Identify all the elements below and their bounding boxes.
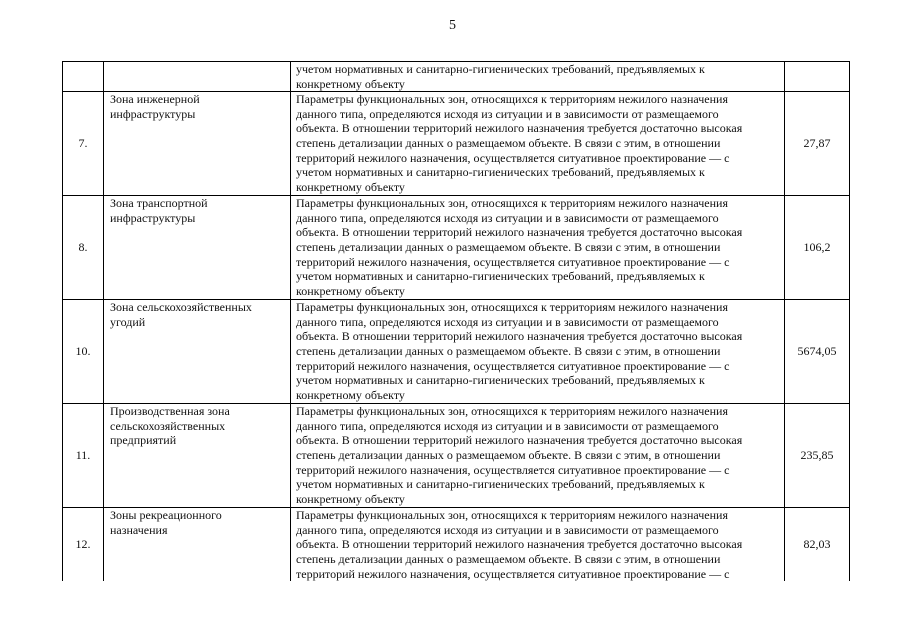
zone-description <box>291 300 785 404</box>
zone-area: 27,87 <box>785 92 850 196</box>
description-line: Параметры функциональных зон, относящихся к территориям нежилого назначения <box>296 300 728 315</box>
description-line: конкретному объекту <box>296 283 405 298</box>
description-line: объекта. В отношении территорий нежилого назначения требуется достаточно высокая <box>296 329 743 344</box>
table-row <box>63 196 850 300</box>
zone-description <box>291 196 785 300</box>
description-line: учетом нормативных и санитарно-гигиенических требований, предъявляемых к <box>296 165 705 180</box>
table-row <box>63 92 850 196</box>
description-line: данного типа, определяются исходя из ситуации и в зависимости от размещаемого <box>296 522 719 537</box>
zone-name <box>104 92 291 196</box>
description-line: конкретному объекту <box>296 387 405 402</box>
description-line: учетом нормативных и санитарно-гигиенических требований, предъявляемых к <box>296 269 705 284</box>
description-line: объекта. В отношении территорий нежилого назначения требуется достаточно высокая <box>296 537 743 552</box>
zone-area: 5674,05 <box>785 300 850 404</box>
zone-name <box>104 404 291 508</box>
zone-name-cell <box>104 62 291 92</box>
zone-name-line: сельскохозяйственных <box>110 418 226 433</box>
description-line: степень детализации данных о размещаемом объекте. В связи с этим, в отношении <box>296 343 721 358</box>
zone-description <box>291 92 785 196</box>
zone-name <box>104 300 291 404</box>
zone-name-line: Зоны рекреационного <box>110 508 222 523</box>
zone-name-line: назначения <box>110 522 168 537</box>
description-line: данного типа, определяются исходя из ситуации и в зависимости от размещаемого <box>296 314 719 329</box>
table-row <box>63 508 850 582</box>
description-line: объекта. В отношении территорий нежилого назначения требуется достаточно высокая <box>296 433 743 448</box>
zone-area: 82,03 <box>785 508 850 582</box>
description-line: конкретному объекту <box>296 491 405 506</box>
row-number: 11. <box>63 404 104 508</box>
zone-area: 235,85 <box>785 404 850 508</box>
description-line: учетом нормативных и санитарно-гигиенических требований, предъявляемых к <box>296 62 705 76</box>
description-line: степень детализации данных о размещаемом объекте. В связи с этим, в отношении <box>296 239 721 254</box>
table-row-continuation <box>63 62 850 92</box>
zone-description <box>291 508 785 582</box>
description-line: данного типа, определяются исходя из ситуации и в зависимости от размещаемого <box>296 418 719 433</box>
description-line: данного типа, определяются исходя из ситуации и в зависимости от размещаемого <box>296 106 719 121</box>
zone-name-line: угодий <box>110 314 146 329</box>
zone-area: 106,2 <box>785 196 850 300</box>
row-number: 12. <box>63 508 104 582</box>
description-line: территорий нежилого назначения, осуществляется ситуативное проектирование — с <box>296 462 730 477</box>
description-line: учетом нормативных и санитарно-гигиенических требований, предъявляемых к <box>296 477 705 492</box>
zones-table <box>62 61 850 581</box>
row-number: 8. <box>63 196 104 300</box>
page-number: 5 <box>449 18 456 33</box>
zones-table-body <box>63 62 850 582</box>
description-line: Параметры функциональных зон, относящихся к территориям нежилого назначения <box>296 92 728 107</box>
row-number: 10. <box>63 300 104 404</box>
table-row <box>63 404 850 508</box>
description-line: Параметры функциональных зон, относящихся к территориям нежилого назначения <box>296 508 728 523</box>
description-line: степень детализации данных о размещаемом объекте. В связи с этим, в отношении <box>296 447 721 462</box>
zone-description <box>291 404 785 508</box>
description-line: данного типа, определяются исходя из ситуации и в зависимости от размещаемого <box>296 210 719 225</box>
description-line: объекта. В отношении территорий нежилого назначения требуется достаточно высокая <box>296 225 743 240</box>
description-line: степень детализации данных о размещаемом объекте. В связи с этим, в отношении <box>296 551 721 566</box>
description-line: учетом нормативных и санитарно-гигиенических требований, предъявляемых к <box>296 373 705 388</box>
zone-name-line: Зона сельскохозяйственных <box>110 300 252 315</box>
description-line: конкретному объекту <box>296 76 405 91</box>
description-line: территорий нежилого назначения, осуществляется ситуативное проектирование — с <box>296 254 730 269</box>
zone-area-cell <box>785 62 850 92</box>
zone-name-line: Производственная зона <box>110 404 230 419</box>
description-line: объекта. В отношении территорий нежилого назначения требуется достаточно высокая <box>296 121 743 136</box>
zone-name-line: инфраструктуры <box>110 210 196 225</box>
zone-description-cell <box>291 62 785 92</box>
zone-name-line: предприятий <box>110 433 177 448</box>
description-line: Параметры функциональных зон, относящихся к территориям нежилого назначения <box>296 196 728 211</box>
zone-name-line: Зона транспортной <box>110 196 208 211</box>
description-line: Параметры функциональных зон, относящихся к территориям нежилого назначения <box>296 404 728 419</box>
row-number: 7. <box>63 92 104 196</box>
table-row <box>63 300 850 404</box>
zone-name <box>104 196 291 300</box>
zone-name <box>104 508 291 582</box>
description-line: территорий нежилого назначения, осуществляется ситуативное проектирование — с <box>296 358 730 373</box>
description-line: территорий нежилого назначения, осуществляется ситуативное проектирование — с <box>296 150 730 165</box>
zone-name-line: Зона инженерной <box>110 92 200 107</box>
row-number-cell <box>63 62 104 92</box>
zone-name-line: инфраструктуры <box>110 106 196 121</box>
description-line: степень детализации данных о размещаемом объекте. В связи с этим, в отношении <box>296 135 721 150</box>
description-line: конкретному объекту <box>296 179 405 194</box>
description-line: территорий нежилого назначения, осуществляется ситуативное проектирование — с <box>296 566 730 581</box>
